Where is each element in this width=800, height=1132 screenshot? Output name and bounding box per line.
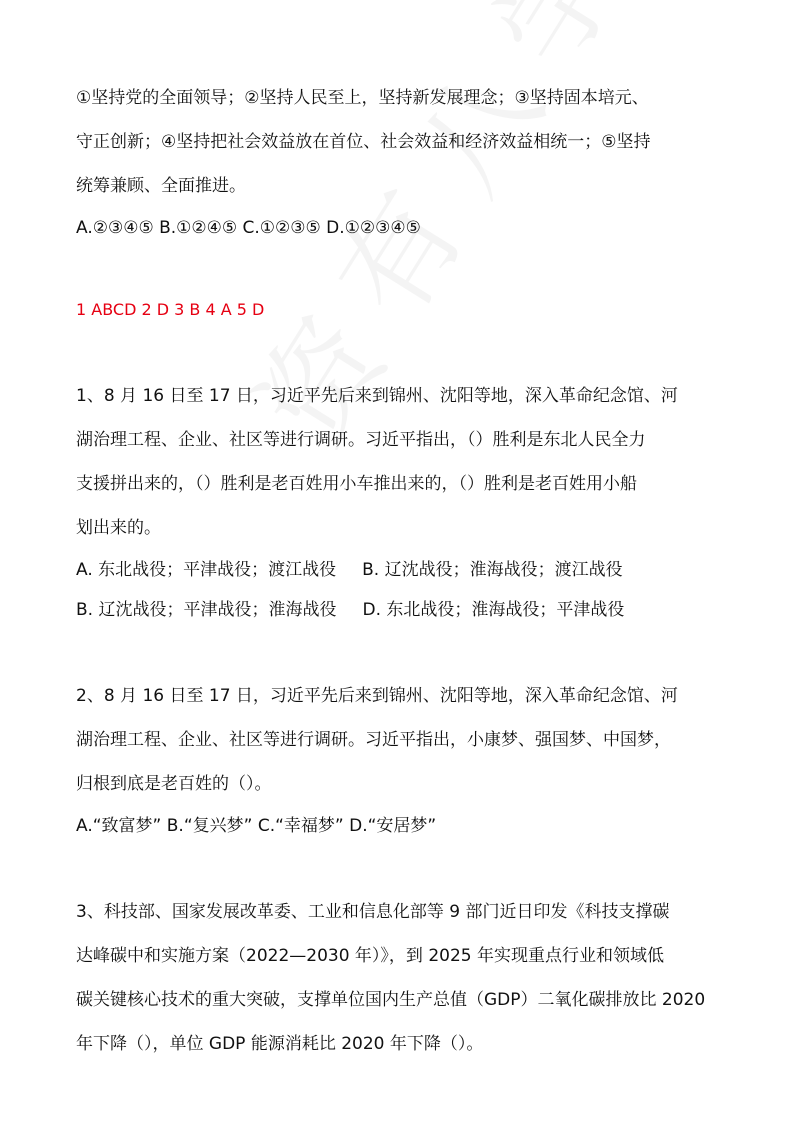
question-options: A.“致富梦” B.“复兴梦” C.“幸福梦” D.“安居梦” xyxy=(76,816,437,836)
option-d: D. 东北战役；淮海战役；平津战役 xyxy=(362,600,625,620)
option-a: A. 东北战役；平津战役；渡江战役 xyxy=(76,560,337,580)
intro-options: A.②③④⑤ B.①②④⑤ C.①②③⑤ D.①②③④⑤ xyxy=(76,218,421,238)
intro-block xyxy=(76,76,736,248)
question-line: 归根到底是老百姓的（）。 xyxy=(76,774,272,794)
question-line: 3、科技部、国家发展改革委、工业和信息化部等 9 部门近日印发《科技支撑碳 xyxy=(76,902,670,922)
intro-line: ①坚持党的全面领导；②坚持人民至上，坚持新发展理念；③坚持固本培元、 xyxy=(76,88,649,108)
question-3 xyxy=(76,890,736,1066)
question-line: 划出来的。 xyxy=(76,518,161,538)
question-2 xyxy=(76,674,736,846)
question-line: 支援拼出来的，（）胜利是老百姓用小车推出来的，（）胜利是老百姓用小船 xyxy=(76,474,637,494)
question-line: 2、8 月 16 日至 17 日，习近平先后来到锦州、沈阳等地，深入革命纪念馆、河 xyxy=(76,686,678,706)
option-b: B. 辽沈战役；淮海战役；渡江战役 xyxy=(362,560,623,580)
answer-key: 1 ABCD 2 D 3 B 4 A 5 D xyxy=(76,300,265,319)
option-row xyxy=(76,550,736,590)
option-c: B. 辽沈战役；平津战役；淮海战役 xyxy=(76,600,337,620)
intro-line: 统筹兼顾、全面推进。 xyxy=(76,176,246,196)
question-line: 湖治理工程、企业、社区等进行调研。习近平指出，小康梦、强国梦、中国梦， xyxy=(76,730,671,750)
question-line: 1、8 月 16 日至 17 日，习近平先后来到锦州、沈阳等地，深入革命纪念馆、河 xyxy=(76,386,678,406)
question-line: 年下降（），单位 GDP 能源消耗比 2020 年下降（）。 xyxy=(76,1034,484,1054)
document-body xyxy=(76,76,736,1066)
intro-line: 守正创新；④坚持把社会效益放在首位、社会效益和经济效益相统一；⑤坚持 xyxy=(76,132,651,152)
option-row xyxy=(76,590,736,630)
question-1 xyxy=(76,374,736,630)
question-line: 达峰碳中和实施方案（2022—2030 年）》，到 2025 年实现重点行业和领域低 xyxy=(76,946,665,966)
question-line: 碳关键核心技术的重大突破，支撑单位国内生产总值（GDP）二氧化碳排放比 2020 xyxy=(76,990,706,1010)
question-line: 湖治理工程、企业、社区等进行调研。习近平指出，（）胜利是东北人民全力 xyxy=(76,430,646,450)
